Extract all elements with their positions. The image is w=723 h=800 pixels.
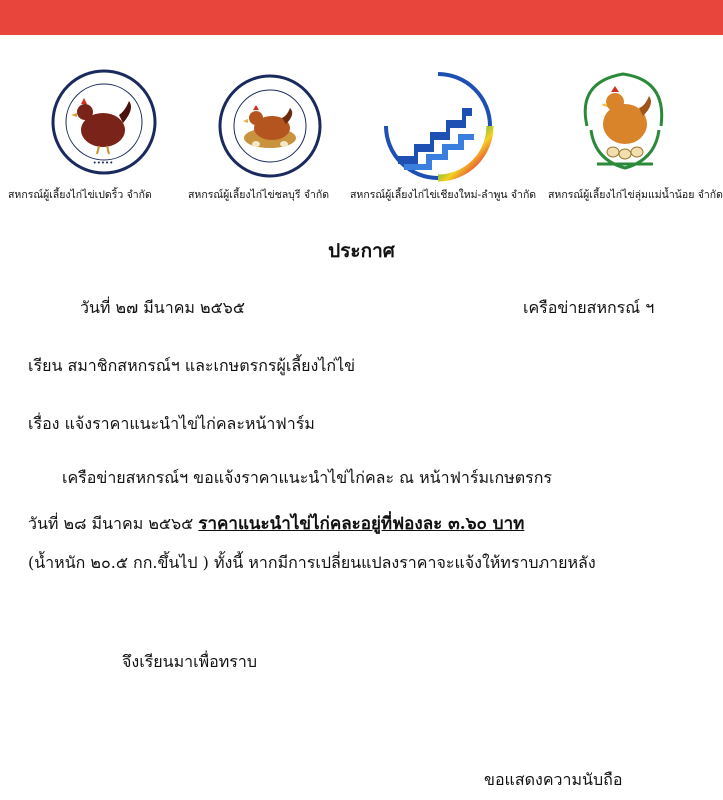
notice-body-line2	[28, 510, 524, 537]
notice-date: วันที่ ๒๗ มีนาคม ๒๕๖๕	[80, 298, 245, 317]
price-highlight: ราคาแนะนำไข่ไก่คละอยู่ที่ฟองละ ๓.๖๐ บาท	[198, 514, 525, 534]
notice-recipient: เรียน สมาชิกสหกรณ์ฯ และเกษตรกรผู้เลี้ยงไก่ไข่	[28, 356, 356, 375]
logo-caption-1: สหกรณ์ผู้เลี้ยงไก่ไข่เปดริ้ว จำกัด	[8, 189, 152, 201]
notice-body-line1: เครือข่ายสหกรณ์ฯ ขอแจ้งราคาแนะนำไข่ไก่คละ ณ หน้าฟาร์มเกษตรกร	[62, 468, 552, 487]
logo-caption-4: สหกรณ์ผู้เลี้ยงไก่ไข่ลุ่มแม่น้ำน้อย จำกัด	[548, 189, 723, 201]
blue-stairs-logo	[378, 70, 498, 182]
logo-caption-3: สหกรณ์ผู้เลี้ยงไก่ไข่เชียงใหม่-ลำพูน จำกัด	[350, 189, 537, 201]
orange-hen-logo	[567, 66, 681, 182]
svg-text:•••••: •••••	[92, 159, 114, 167]
hen-on-nest-logo	[212, 72, 328, 180]
notice-issuer: เครือข่ายสหกรณ์ ฯ	[523, 298, 655, 317]
notice-subject: เรื่อง แจ้งราคาแนะนำไข่ไก่คละหน้าฟาร์ม	[28, 414, 315, 433]
notice-title: ประกาศ	[328, 240, 395, 262]
notice-body-line3: (น้ำหนัก ๒๐.๕ กก.ขึ้นไป ) ทั้งนี้ หากมีการเปลี่ยนแปลงราคาจะแจ้งให้ทราบภายหลัง	[28, 553, 596, 572]
notice-signoff: ขอแสดงความนับถือ	[484, 770, 623, 789]
notice-closing: จึงเรียนมาเพื่อทราบ	[122, 652, 257, 671]
notice-body-date: วันที่ ๒๘ มีนาคม ๒๕๖๕	[28, 514, 194, 533]
brown-hen-logo	[45, 68, 163, 176]
top-bar	[0, 0, 723, 35]
logo-caption-2: สหกรณ์ผู้เลี้ยงไก่ไข่ชลบุรี จำกัด	[188, 189, 330, 201]
